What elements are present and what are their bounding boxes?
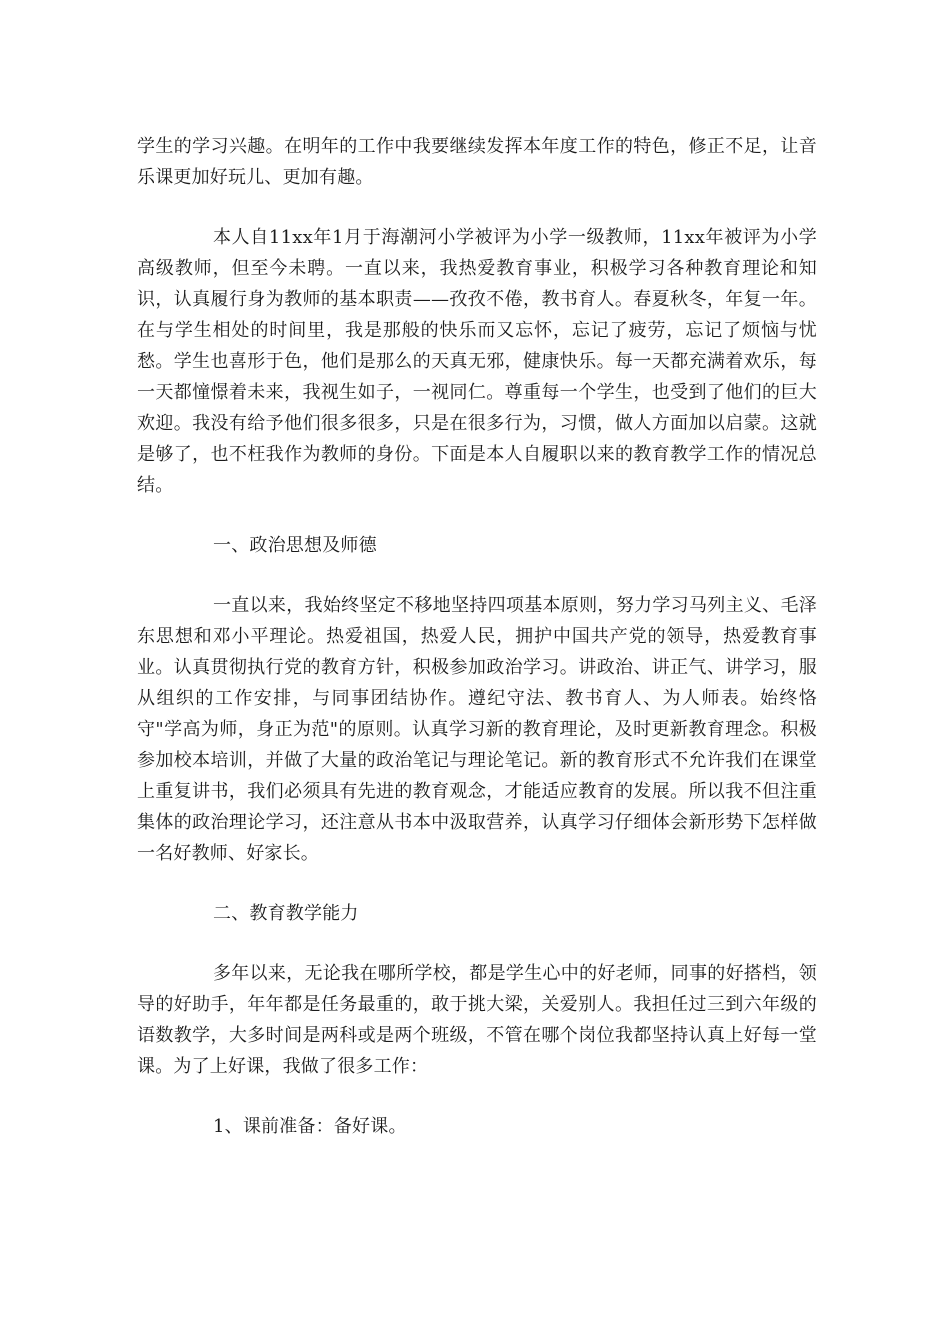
section-heading-teaching-ability: 二、教育教学能力 bbox=[213, 903, 359, 924]
paragraph-personal-summary: 本人自11xx年1月于海潮河小学被评为小学一级教师，11xx年被评为小学高级教师，但至今未聘。一直以来，我热爱教育事业，积极学习各种教育理论和知识，认真履行身为教师的基本职责——孜孜不倦，教书育人。春夏秋冬，年复一年。在与学生相处的时间里，我是那般的快乐而又忘怀，忘记了疲劳，忘记了烦恼与忧愁。学生也喜形于色，他们是那么的天真无邪，健康快乐。每一天都充满着欢乐，每一天都憧憬着未来，我视生如子，一视同仁。尊重每一个学生，也受到了他们的巨大欢迎。我没有给予他们很多很多，只是在很多行为，习惯，做人方面加以启蒙。这就是够了，也不枉我作为教师的身份。下面是本人自履职以来的教育教学工作的情况总结。 bbox=[137, 227, 817, 496]
paragraph-intro-continuation: 学生的学习兴趣。在明年的工作中我要继续发挥本年度工作的特色，修正不足，让音乐课更加好玩儿、更加有趣。 bbox=[137, 136, 817, 188]
paragraph-political-ethics: 一直以来，我始终坚定不移地坚持四项基本原则，努力学习马列主义、毛泽东思想和邓小平理论。热爱祖国，热爱人民，拥护中国共产党的领导，热爱教育事业。认真贯彻执行党的教育方针，积极参加政治学习。讲政治、讲正气、讲学习，服从组织的工作安排，与同事团结协作。遵纪守法、教书育人、为人师表。始终恪守"学高为师，身正为范"的原则。认真学习新的教育理论，及时更新教育理念。积极参加校本培训，并做了大量的政治笔记与理论笔记。新的教育形式不允许我们在课堂上重复讲书，我们必须具有先进的教育观念，才能适应教育的发展。所以我不但注重集体的政治理论学习，还注意从书本中汲取营养，认真学习仔细体会新形势下怎样做一名好教师、好家长。 bbox=[137, 595, 817, 864]
subheading-lesson-preparation: 1、课前准备：备好课。 bbox=[213, 1116, 407, 1137]
section-heading-political-ethics: 一、政治思想及师德 bbox=[213, 535, 377, 556]
paragraph-teaching-ability: 多年以来，无论我在哪所学校，都是学生心中的好老师，同事的好搭档，领导的好助手，年年都是任务最重的，敢于挑大梁，关爱别人。我担任过三到六年级的语数教学，大多时间是两科或是两个班级，不管在哪个岗位我都坚持认真上好每一堂课。为了上好课，我做了很多工作： bbox=[137, 963, 817, 1077]
document-body bbox=[137, 131, 817, 1171]
